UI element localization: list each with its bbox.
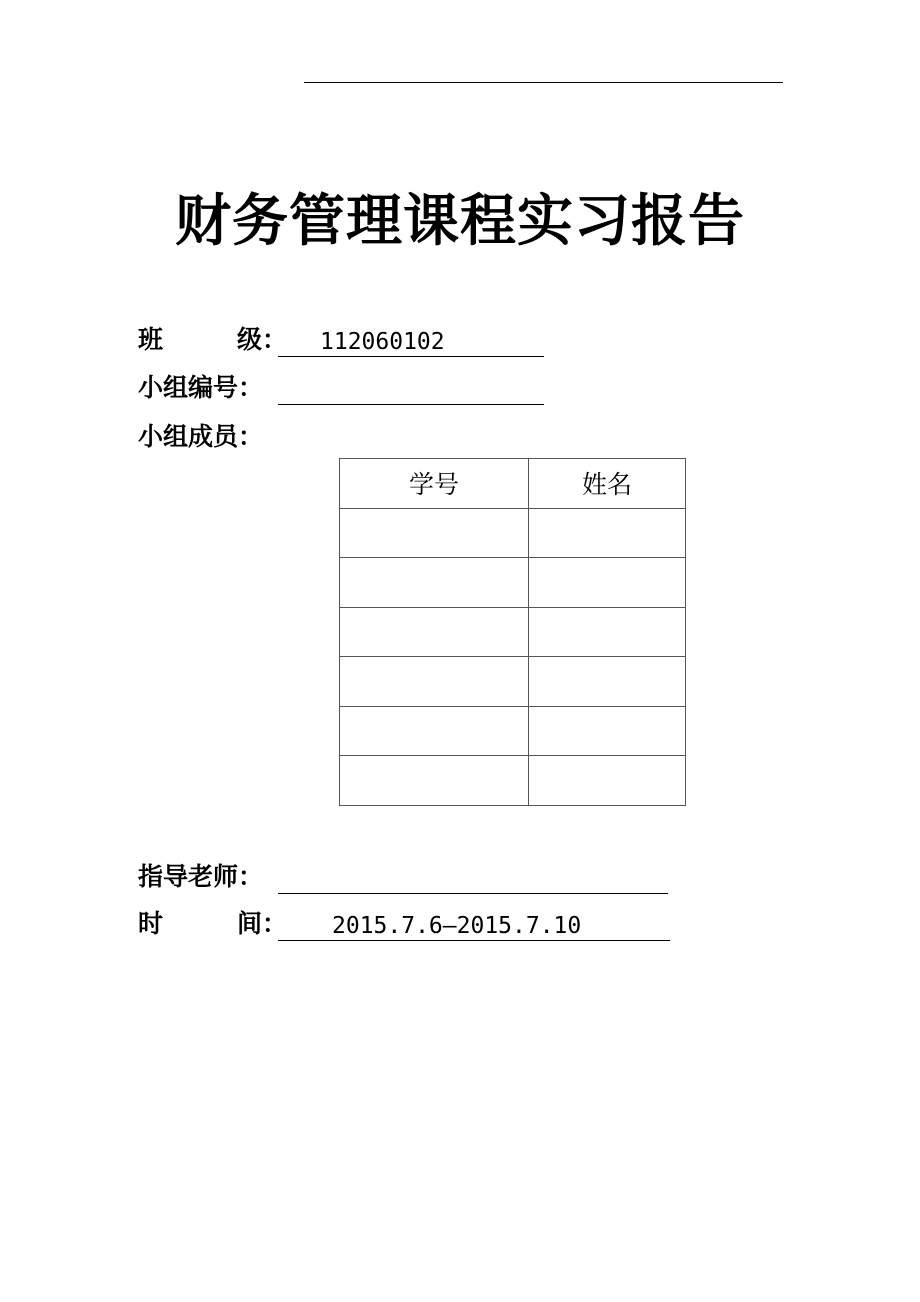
name-cell[interactable] [529,607,686,657]
student-id-cell[interactable] [340,508,529,558]
time-field [138,907,670,941]
time-value[interactable]: 2015.7.6—2015.7.10 [278,909,670,941]
class-field [138,323,544,357]
class-label [138,323,288,357]
advisor-label: 指导老师 ： [138,862,264,891]
student-id-cell[interactable] [340,706,529,756]
table-row [340,607,686,657]
class-label-char-1: 班 [138,325,164,354]
student-id-cell[interactable] [340,657,529,707]
group-members-field [138,420,278,454]
class-label-char-2: 级 [236,325,262,354]
name-cell[interactable] [529,706,686,756]
table-row [340,508,686,558]
class-value[interactable]: 112060102 [278,325,544,357]
group-number-field [138,371,544,405]
advisor-value[interactable] [278,862,668,894]
advisor-field [138,860,668,894]
time-label-char-2: 间 [236,909,262,938]
name-header: 姓名 [529,459,686,509]
time-label [138,907,288,941]
student-id-cell[interactable] [340,558,529,608]
class-colon: ： [262,325,288,354]
table-row [340,706,686,756]
group-number-label: 小组编号 ： [138,373,264,402]
student-id-cell[interactable] [340,607,529,657]
header-rule [304,82,783,83]
table-row [340,756,686,806]
group-number-value[interactable] [278,373,544,405]
members-table [339,458,686,806]
table-row [340,657,686,707]
table-row [340,558,686,608]
student-id-header: 学号 [340,459,529,509]
time-colon: ： [262,909,288,938]
name-cell[interactable] [529,508,686,558]
group-members-label: 小组成员 ： [138,422,264,451]
time-label-char-1: 时 [138,909,164,938]
name-cell[interactable] [529,558,686,608]
members-table-header-row [340,459,686,509]
student-id-cell[interactable] [340,756,529,806]
page-title: 财务管理课程实习报告 [175,189,745,254]
name-cell[interactable] [529,756,686,806]
name-cell[interactable] [529,657,686,707]
